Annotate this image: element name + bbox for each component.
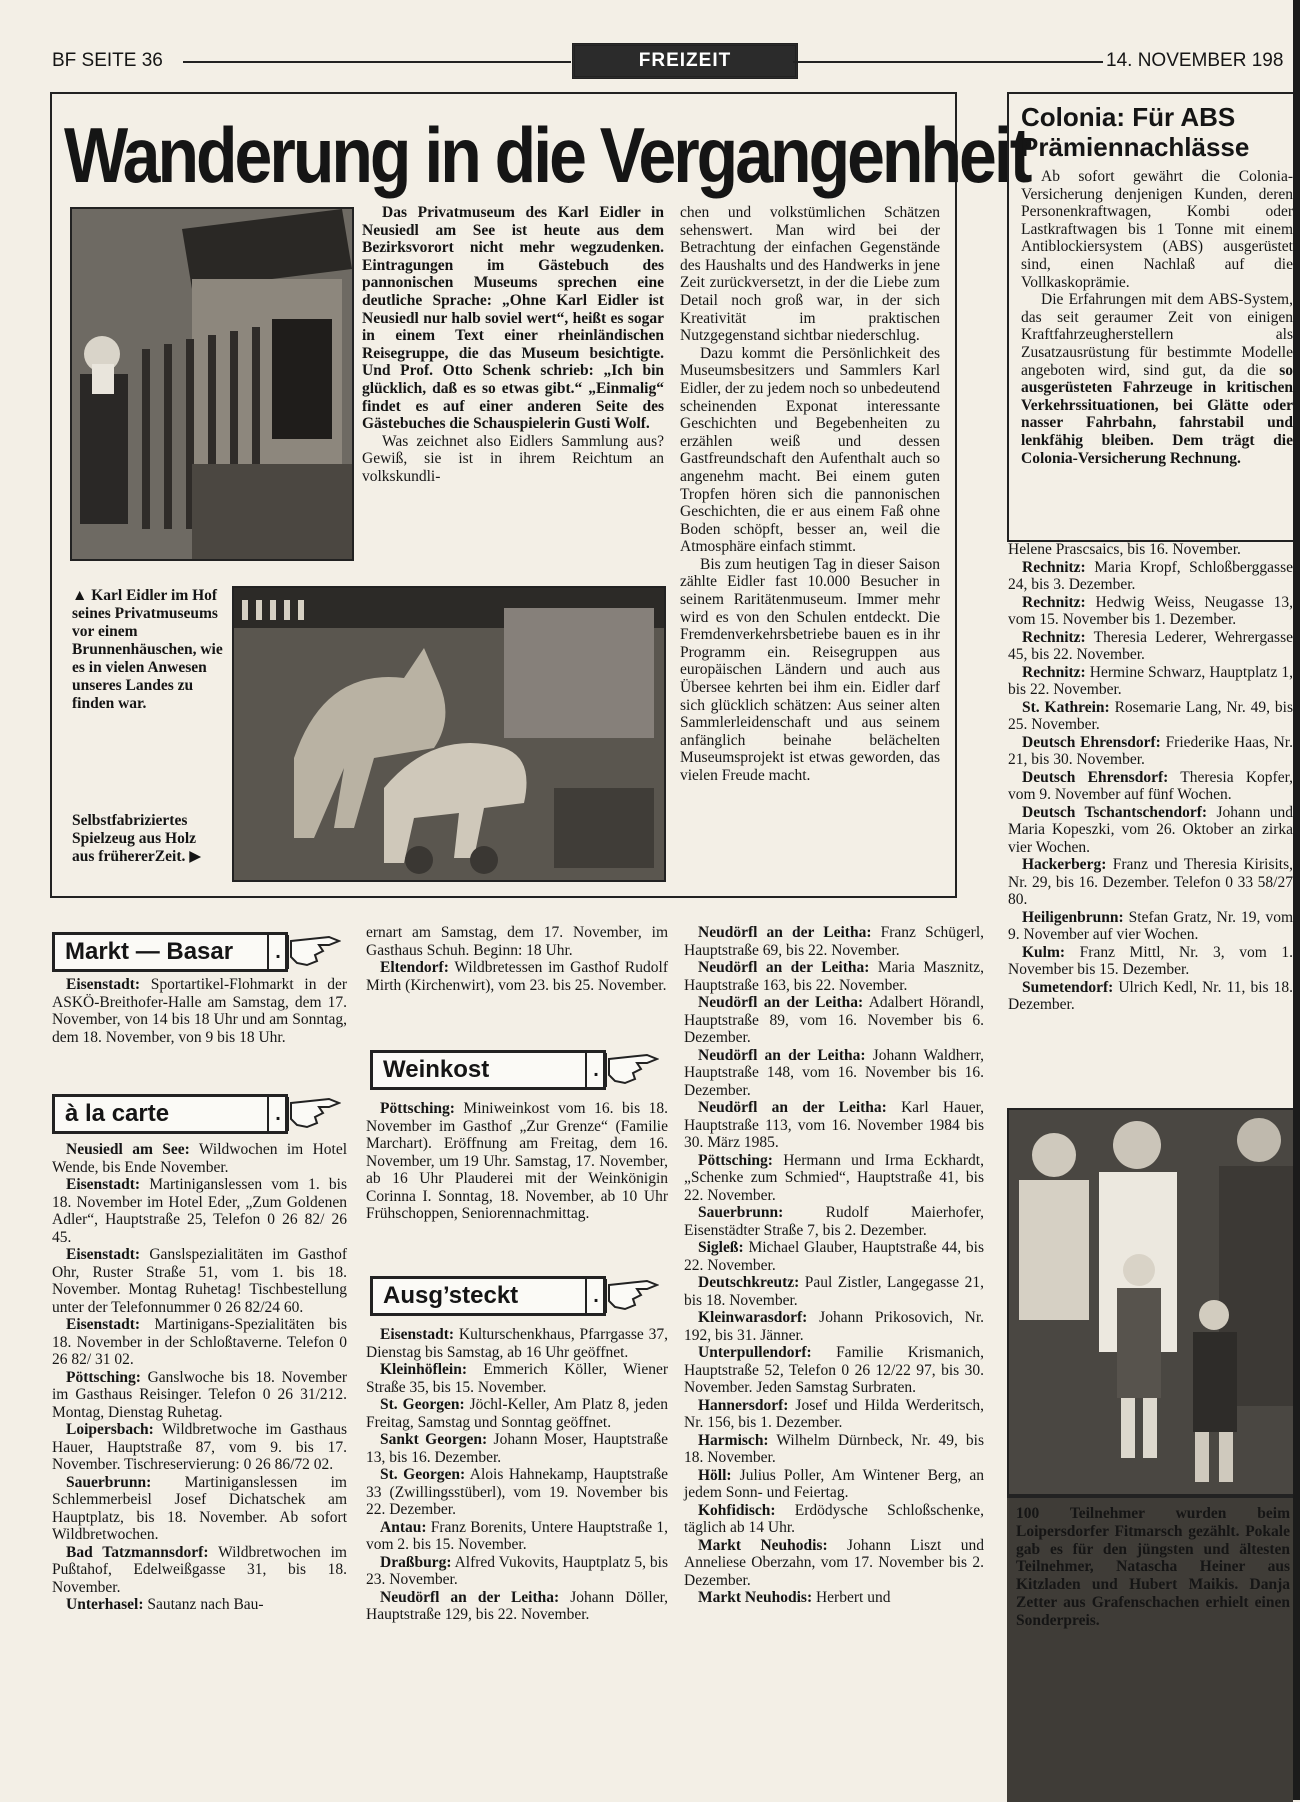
list-item-text: Josef und Hilda Werderitsch, Nr. 156, bis 1. Dezember. bbox=[684, 1396, 984, 1431]
list-item-place: Bad Tatzmannsdorf: bbox=[66, 1543, 209, 1561]
list-item-text: Stefan Gratz, Nr. 19, vom 9. November auf vier Wochen. bbox=[1008, 908, 1293, 943]
list-item-text: Herbert und bbox=[812, 1589, 891, 1606]
list-item-text: Emmerich Köller, Wiener Straße 35, bis 15. November. bbox=[366, 1361, 668, 1396]
list-item bbox=[684, 959, 984, 994]
list-item bbox=[52, 1421, 347, 1474]
list-item bbox=[366, 1466, 668, 1519]
photo-fitmarsch bbox=[1007, 1108, 1297, 1498]
list-item bbox=[52, 1246, 347, 1316]
list-item bbox=[684, 1344, 984, 1397]
list-item-place: Eisenstadt: bbox=[66, 1176, 141, 1193]
list-item bbox=[1008, 559, 1293, 594]
list-item bbox=[684, 1239, 984, 1274]
label-dot: . bbox=[267, 1097, 289, 1131]
label-weinkost bbox=[370, 1050, 606, 1090]
list-item bbox=[1008, 804, 1293, 857]
list-item-place: Kleinhöflein: bbox=[380, 1361, 467, 1378]
list-item bbox=[366, 924, 668, 959]
list-item bbox=[1008, 594, 1293, 629]
list-item-place: Eisenstadt: bbox=[66, 976, 141, 993]
list-item-text: Alois Hahnekamp, Hauptstraße 33 (Zwillingsstüberl), vom 19. November bis 22. Dezember. bbox=[366, 1466, 669, 1518]
article-paragraph: Dazu kommt die Persönlichkeit des Museumsbesitzers und Sammlers Karl Eidler, der zu jedem noch so unbedeutend scheinenden Exponat interessante Geschichten und Begebenheiten zu erzählen weiß und dessen Gastfreundschaft den Aufenthalt auch so angenehm macht. Bei einem guten Tropfen hören sich die pannonischen Geschichten, die er aus einem Faß ohne Boden schöpft, besser an, weil die Atmosphäre einfach stimmt. bbox=[680, 344, 940, 556]
list-item-text: Erdödysche Schloßschenke, täglich ab 14 Uhr. bbox=[684, 1501, 984, 1536]
sidebar-body bbox=[1021, 168, 1293, 467]
list-item-text: Hedwig Weiss, Neugasse 13, vom 15. November bis 1. Dezember. bbox=[1008, 593, 1293, 628]
list-item-place: Neudörfl an der Leitha: bbox=[380, 1588, 560, 1606]
list-item bbox=[52, 1369, 347, 1422]
list-item-text: Rudolf Maierhofer, Eisenstädter Straße 7, bis 2. Dezember. bbox=[684, 1204, 984, 1239]
list-item-place: Rechnitz: bbox=[1022, 628, 1086, 646]
list-item bbox=[366, 959, 668, 994]
listing-weinkost bbox=[366, 1100, 668, 1223]
list-item bbox=[684, 1432, 984, 1467]
label-a-la-carte bbox=[52, 1094, 288, 1134]
article-headline: Wanderung in die Vergangenheit bbox=[64, 112, 1030, 200]
list-item bbox=[684, 994, 984, 1047]
article-column-1 bbox=[362, 204, 664, 486]
list-item bbox=[1008, 629, 1293, 664]
list-item bbox=[684, 1274, 984, 1309]
list-item-place: Neudörfl an der Leitha: bbox=[698, 1046, 866, 1064]
list-item-text: Ganslwoche bis 18. November im Gasthaus Reisinger. Telefon 0 26 31/212. Montag, Dienstag Ruhetag. bbox=[52, 1368, 347, 1421]
list-item-place: Sauerbrunn: bbox=[66, 1473, 152, 1491]
list-item-text: Wildbretwoche im Gasthaus Hauer, Hauptstraße 87, vom 9. bis 17. November. Tischreservierung: 0 26 86/72 02. bbox=[52, 1421, 347, 1473]
list-item bbox=[684, 1099, 984, 1152]
listing-markt-basar bbox=[52, 976, 347, 1046]
list-item bbox=[1008, 664, 1293, 699]
list-item bbox=[684, 1537, 984, 1590]
sidebar-paragraph: Ab sofort gewährt die Colonia-Versicherung denjenigen Kunden, deren Personenkraftwagen, Kombi oder Lastkraftwagen bis 1 Tonne mit einem Antiblockiersystem (ABS) ausgerüstet sind, einen Nachlaß auf die Vollkaskoprämie. bbox=[1021, 168, 1293, 291]
list-item-place: Neudörfl an der Leitha: bbox=[698, 1099, 887, 1116]
list-item-text: Paul Zistler, Langegasse 21, bis 18. November. bbox=[684, 1274, 984, 1309]
list-item bbox=[366, 1396, 668, 1431]
label-ausgsteckt bbox=[370, 1276, 606, 1316]
list-item-text: Ganslspezialitäten im Gasthof Ohr, Ruster Straße 51, vom 1. bis 18. November. Montag Ruhetag! Tischbestellung unter der Telefonnummer 0 26 82/24 60. bbox=[52, 1246, 347, 1316]
list-item bbox=[1008, 944, 1293, 979]
list-item-place: St. Georgen: bbox=[380, 1466, 466, 1483]
list-item-text: Sportartikel-Flohmarkt in der ASKÖ-Breithofer-Halle am Samstag, dem 17. November, von 14 bis 18 Uhr und am Sonntag, dem 18. November, von 9 bis 18 Uhr. bbox=[52, 976, 347, 1046]
list-item-text: Julius Poller, Am Wintener Berg, an jedem Sonn- und Feiertag. bbox=[684, 1466, 984, 1501]
list-item-text: Rosemarie Lang, Nr. 49, bis 25. November. bbox=[1008, 698, 1293, 733]
list-item-text: Familie Krismanich, Hauptstraße 52, Telefon 0 26 12/22 97, bis 30. November. Jeden Samstag Surbraten. bbox=[684, 1344, 984, 1396]
list-item-text: Hermann und Irma Eckhardt, „Schenke zum Schmied“, Hauptstraße 41, bis 22. November. bbox=[684, 1151, 984, 1204]
list-item bbox=[366, 1519, 668, 1554]
list-item-text: Michael Glauber, Hauptstraße 44, bis 22. November. bbox=[684, 1239, 984, 1274]
list-item-place: Sigleß: bbox=[698, 1239, 744, 1256]
list-item-place: Markt Neuhodis: bbox=[698, 1536, 828, 1554]
list-item bbox=[366, 1431, 668, 1466]
photo-caption-eidler: ▲ Karl Eidler im Hof seines Privatmuseums vor einem Brunnenhäuschen, wie es in vielen Anwesen unseres Landes zu finden war. bbox=[72, 587, 223, 712]
sidebar-text-bold: so ausgerüsteten Fahrzeuge in kritischen Verkehrssituationen, bei Glätte oder nasser Fahrbahn, fahrstabil und lenkfähig bleiben. Dem trägt die Colonia-Versicherung Rechnung. bbox=[1021, 361, 1293, 467]
list-item-place: Deutsch Tschantschendorf: bbox=[1022, 803, 1208, 821]
list-item-place: Sauerbrunn: bbox=[698, 1204, 784, 1221]
photo-divider bbox=[1007, 1494, 1293, 1496]
list-item-place: Sankt Georgen: bbox=[380, 1431, 488, 1448]
header-rule-left bbox=[183, 61, 571, 63]
photo-wooden-toys bbox=[232, 586, 666, 882]
label-text: à la carte bbox=[65, 1100, 170, 1127]
photo-caption-toys: Selbstfabriziertes Spielzeug aus Holz aus frühererZeit. ▶ bbox=[72, 812, 202, 865]
list-item-text: Martiniganslessen vom 1. bis 18. November im Hotel Eder, „Zum Goldenen Adler“, Hauptstraße 25, Telefon 0 26 82/ 26 45. bbox=[52, 1176, 347, 1246]
list-item-place: Unterhasel: bbox=[66, 1596, 144, 1613]
list-item bbox=[684, 1502, 984, 1537]
list-item-place: Deutschkreutz: bbox=[698, 1274, 800, 1291]
list-item-place: Neudörfl an der Leitha: bbox=[698, 994, 864, 1011]
listing-col-c bbox=[684, 924, 984, 1607]
label-text: Weinkost bbox=[383, 1056, 490, 1083]
list-item-text: Helene Prascsaics, bis 16. November. bbox=[1008, 541, 1241, 558]
list-item bbox=[52, 976, 347, 1046]
list-item-text: Wildwochen im Hotel Wende, bis Ende November. bbox=[52, 1141, 348, 1176]
list-item-place: Hackerberg: bbox=[1022, 856, 1107, 873]
issue-date: 14. NOVEMBER 198 bbox=[1106, 50, 1284, 71]
list-item-text: Theresia Kopfer, vom 9. November auf fünf Wochen. bbox=[1008, 768, 1293, 803]
photo-wooden-toys-image bbox=[234, 588, 664, 880]
list-item-place: Rechnitz: bbox=[1022, 663, 1086, 681]
pointing-hand-icon bbox=[289, 1095, 341, 1131]
list-item bbox=[684, 1467, 984, 1502]
article-column-2 bbox=[680, 204, 940, 785]
list-item bbox=[684, 924, 984, 959]
list-item bbox=[1008, 909, 1293, 944]
label-dot: . bbox=[585, 1053, 607, 1087]
list-item bbox=[684, 1589, 984, 1607]
article-paragraph: Was zeichnet also Eidlers Sammlung aus? Gewiß, sie ist in ihrem Reichtum an volkskundli- bbox=[362, 432, 664, 485]
list-item-place: Eisenstadt: bbox=[66, 1316, 141, 1333]
list-item bbox=[684, 1047, 984, 1100]
list-item-text: Friederike Haas, Nr. 21, bis 30. November. bbox=[1008, 733, 1293, 768]
list-item-place: Kulm: bbox=[1022, 943, 1066, 961]
list-item-text: Franz Mittl, Nr. 3, vom 1. November bis 15. Dezember. bbox=[1008, 943, 1293, 978]
list-item bbox=[52, 1596, 347, 1614]
pointing-hand-icon bbox=[289, 933, 341, 969]
pointing-hand-icon bbox=[607, 1277, 659, 1313]
list-item bbox=[52, 1316, 347, 1369]
list-item-text: Maria Kropf, Schloßberggasse 24, bis 3. Dezember. bbox=[1008, 558, 1293, 593]
list-item-place: Rechnitz: bbox=[1022, 558, 1086, 576]
sidebar-text: Die Erfahrungen mit dem ABS-System, das seit geraumer Zeit von einigen Kraftfahrzeugherstellern als Zusatzausrüstung für bestimmte Modelle angeboten wird, sind gut, da die bbox=[1021, 291, 1293, 379]
listing-col-d bbox=[1008, 541, 1293, 1014]
list-item-text: Franz Schügerl, Hauptstraße 69, bis 22. November. bbox=[684, 924, 984, 959]
list-item-place: Neusiedl am See: bbox=[66, 1141, 190, 1158]
list-item-text: Jöchl-Keller, Am Platz 8, jeden Freitag, Samstag und Sonntag geöffnet. bbox=[366, 1396, 668, 1431]
list-item bbox=[684, 1152, 984, 1205]
list-item bbox=[1008, 699, 1293, 734]
list-item-place: Deutsch Ehrensdorf: bbox=[1022, 733, 1161, 751]
list-item-text: Franz und Theresia Kirisits, Nr. 29, bis 16. Dezember. Telefon 0 33 58/27 80. bbox=[1008, 856, 1293, 908]
photo-fitmarsch-image bbox=[1009, 1110, 1295, 1496]
list-item-text: Theresia Lederer, Wehrergasse 45, bis 22. November. bbox=[1008, 628, 1293, 663]
page-spine-edge bbox=[1293, 0, 1300, 1800]
list-item-text: Maria Masznitz, Hauptstraße 163, bis 22. November. bbox=[684, 959, 984, 994]
article-paragraph: Bis zum heutigen Tag in dieser Saison zählte Eidler fast 10.000 Besucher in seinem Raritätenmuseum. Immer mehr wird es von den Schulen entdeckt. Die Fremdenverkehrsbetriebe bauen es in ihr Programm ein. Reisegruppen aus europäischen Ländern und auch aus Übersee kehrten bei ihm ein. Eidler darf sich glücklich schätzen: Aus seiner alten Sammlerleidenschaft und aus seinem anfänglich beinahe belächelten Museumsprojekt ist etwas geworden, das vielen Freude macht. bbox=[680, 555, 940, 784]
list-item-place: Pöttsching: bbox=[66, 1368, 141, 1386]
list-item bbox=[52, 1176, 347, 1246]
listing-a-la-carte bbox=[52, 1141, 347, 1614]
list-item-text: ernart am Samstag, dem 17. November, im Gasthaus Schuh. Beginn: 18 Uhr. bbox=[366, 924, 668, 959]
list-item-text: Johann Prikosovich, Nr. 192, bis 31. Jänner. bbox=[684, 1309, 984, 1344]
article-paragraph: chen und volkstümlichen Schätzen sehenswert. Man wird bei der Betrachtung der einfachen Gegenstände des Haushalts und des Handwerks in jene Zeit zurückversetzt, in der die Liebe zum Detail noch groß war, in der sich Kreativität im praktischen Nutzgegenstand sichtbar niederschlug. bbox=[680, 204, 940, 345]
list-item bbox=[366, 1554, 668, 1589]
photo-karl-eidler-image bbox=[72, 209, 352, 559]
list-item-text: Sautanz nach Bau- bbox=[143, 1596, 264, 1613]
list-item-text: Wildbretessen im Gasthof Rudolf Mirth (Kirchenwirt), vom 23. bis 25. November. bbox=[366, 959, 668, 994]
list-item-place: Kleinwarasdorf: bbox=[698, 1309, 808, 1326]
list-item-place: Höll: bbox=[698, 1466, 732, 1484]
list-item-text: Johann Moser, Hauptstraße 13, bis 16. Dezember. bbox=[366, 1431, 668, 1466]
list-item-text: Johann Liszt und Anneliese Oberzahn, vom 17. November bis 2. Dezember. bbox=[684, 1536, 985, 1589]
list-item-place: Harmisch: bbox=[698, 1431, 769, 1449]
list-item-text: Ulrich Kedl, Nr. 11, bis 18. Dezember. bbox=[1008, 978, 1293, 1013]
label-dot: . bbox=[585, 1279, 607, 1313]
list-item-text: Hermine Schwarz, Hauptplatz 1, bis 22. November. bbox=[1008, 663, 1293, 698]
list-item-place: Draßburg: bbox=[380, 1553, 452, 1571]
pointing-hand-icon bbox=[607, 1051, 659, 1087]
list-item-place: Hannersdorf: bbox=[698, 1396, 789, 1414]
list-item bbox=[52, 1141, 347, 1176]
list-item-place: St. Kathrein: bbox=[1022, 698, 1110, 716]
list-item-text: Alfred Vukovits, Hauptplatz 5, bis 23. November. bbox=[366, 1553, 668, 1588]
list-item-text: Karl Hauer, Hauptstraße 113, vom 16. November 1984 bis 30. März 1985. bbox=[684, 1099, 984, 1151]
list-item bbox=[366, 1100, 668, 1223]
list-item bbox=[1008, 856, 1293, 909]
list-item bbox=[684, 1309, 984, 1344]
list-item-place: Antau: bbox=[380, 1518, 427, 1536]
list-item-place: Deutsch Ehrensdorf: bbox=[1022, 768, 1169, 786]
listing-ausgsteckt bbox=[366, 1326, 668, 1624]
list-item bbox=[1008, 769, 1293, 804]
list-item bbox=[1008, 541, 1293, 559]
list-item-place: Eisenstadt: bbox=[66, 1246, 141, 1263]
list-item-text: Wilhelm Dürnbeck, Nr. 49, bis 18. November. bbox=[684, 1431, 984, 1466]
sidebar-paragraph bbox=[1021, 291, 1293, 467]
header-rule-right bbox=[793, 61, 1103, 63]
list-item bbox=[684, 1397, 984, 1432]
listing-col-b-top bbox=[366, 924, 668, 994]
label-markt-basar bbox=[52, 932, 288, 972]
list-item-place: Rechnitz: bbox=[1022, 593, 1086, 611]
list-item-text: Martinigans-Spezialitäten bis 18. November in der Schloßtaverne. Telefon 0 26 82/ 31 02. bbox=[52, 1316, 347, 1368]
label-text: Ausg’steckt bbox=[383, 1282, 519, 1309]
list-item bbox=[52, 1544, 347, 1597]
list-item bbox=[366, 1589, 668, 1624]
list-item-place: St. Georgen: bbox=[380, 1396, 465, 1413]
list-item-text: Johann Döller, Hauptstraße 129, bis 22. November. bbox=[366, 1588, 669, 1623]
list-item-place: Eisenstadt: bbox=[380, 1326, 455, 1343]
label-text: Markt — Basar bbox=[65, 938, 234, 965]
list-item-place: Pöttsching: bbox=[698, 1151, 773, 1169]
list-item-text: Martiniganslessen im Schlemmerbeisl Josef Dichatschek am Hauptplatz, bis 18. November. Ab sofort Wildbretwochen. bbox=[52, 1473, 347, 1543]
article-paragraph: Das Privatmuseum des Karl Eidler in Neusiedl am See ist heute aus dem Bezirksvorort nicht mehr wegzudenken. Eintragungen im Gästebuch des pannonischen Museums sprechen eine deutliche Sprache: „Ohne Karl Eidler ist Neusiedl nur halb soviel wert“, heißt es sogar in einem Text einer rheinländischen Reisegruppe, die das Museum besichtigte. Und Prof. Otto Schenk schrieb: „Ich bin glücklich, daß es so etwas gibt.“ „Einmalig“ findet es auf einer anderen Seite des Gästebuches die Schauspielerin Gusti Wolf. bbox=[362, 204, 664, 433]
list-item-place: Eltendorf: bbox=[380, 959, 449, 976]
list-item bbox=[366, 1326, 668, 1361]
section-label: FREIZEIT bbox=[572, 43, 798, 79]
list-item-place: Heiligenbrunn: bbox=[1022, 908, 1124, 926]
list-item-text: Franz Borenits, Untere Hauptstraße 1, vom 2. bis 15. November. bbox=[366, 1518, 668, 1553]
list-item-text: Kulturschenkhaus, Pfarrgasse 37, Dienstag bis Samstag, ab 16 Uhr geöffnet. bbox=[366, 1326, 668, 1361]
list-item bbox=[52, 1474, 347, 1544]
list-item-place: Kohfidisch: bbox=[698, 1501, 776, 1519]
list-item-text: Miniweinkost vom 16. bis 18. November im Gasthof „Zur Grenze“ (Familie Marchart). Eröffnung am Freitag, dem 16. November, um 19 Uhr. Samstag, 17. November, ab 16 Uhr Plauderei mit der Weinkönigin Corinna I. Sonntag, 18. November, ab 10 Uhr Frühschoppen, Seniorennachmittag. bbox=[366, 1100, 668, 1222]
list-item-place: Neudörfl an der Leitha: bbox=[698, 959, 870, 976]
list-item-place: Unterpullendorf: bbox=[698, 1344, 812, 1361]
list-item-place: Markt Neuhodis: bbox=[698, 1589, 813, 1606]
list-item-text: Johann und Maria Kopeszki, vom 26. Oktober an zirka vier Wochen. bbox=[1008, 803, 1293, 856]
list-item bbox=[1008, 734, 1293, 769]
list-item-text: Johann Waldherr, Hauptstraße 148, vom 16. November bis 16. Dezember. bbox=[684, 1046, 984, 1099]
list-item-text: Wildbretwochen im Pußtahof, Edelweißgasse 31, bis 18. November. bbox=[52, 1543, 347, 1596]
list-item-place: Neudörfl an der Leitha: bbox=[698, 924, 872, 941]
page-folio: BF SEITE 36 bbox=[52, 50, 163, 71]
photo-caption-fitmarsch: 100 Teilnehmer wurden beim Loipersdorfer Fitmarsch gezählt. Pokale gab es für den jüngsten und ältesten Teilnehmer, Natascha Heiner aus Kitzladen und Hubert Maikis. Danja Zetter aus Grafenschachen erhielt einen Sonderpreis. bbox=[1016, 1505, 1290, 1629]
label-dot: . bbox=[267, 935, 289, 969]
list-item bbox=[684, 1204, 984, 1239]
list-item bbox=[366, 1361, 668, 1396]
list-item-text: Adalbert Hörandl, Hauptstraße 89, vom 16. November bis 6. Dezember. bbox=[684, 994, 984, 1046]
photo-karl-eidler bbox=[70, 207, 354, 561]
list-item bbox=[1008, 979, 1293, 1014]
sidebar-headline: Colonia: Für ABS Prämiennachlässe bbox=[1021, 102, 1250, 162]
list-item-place: Sumetendorf: bbox=[1022, 978, 1114, 996]
list-item-place: Pöttsching: bbox=[380, 1100, 455, 1117]
list-item-place: Loipersbach: bbox=[66, 1421, 154, 1438]
